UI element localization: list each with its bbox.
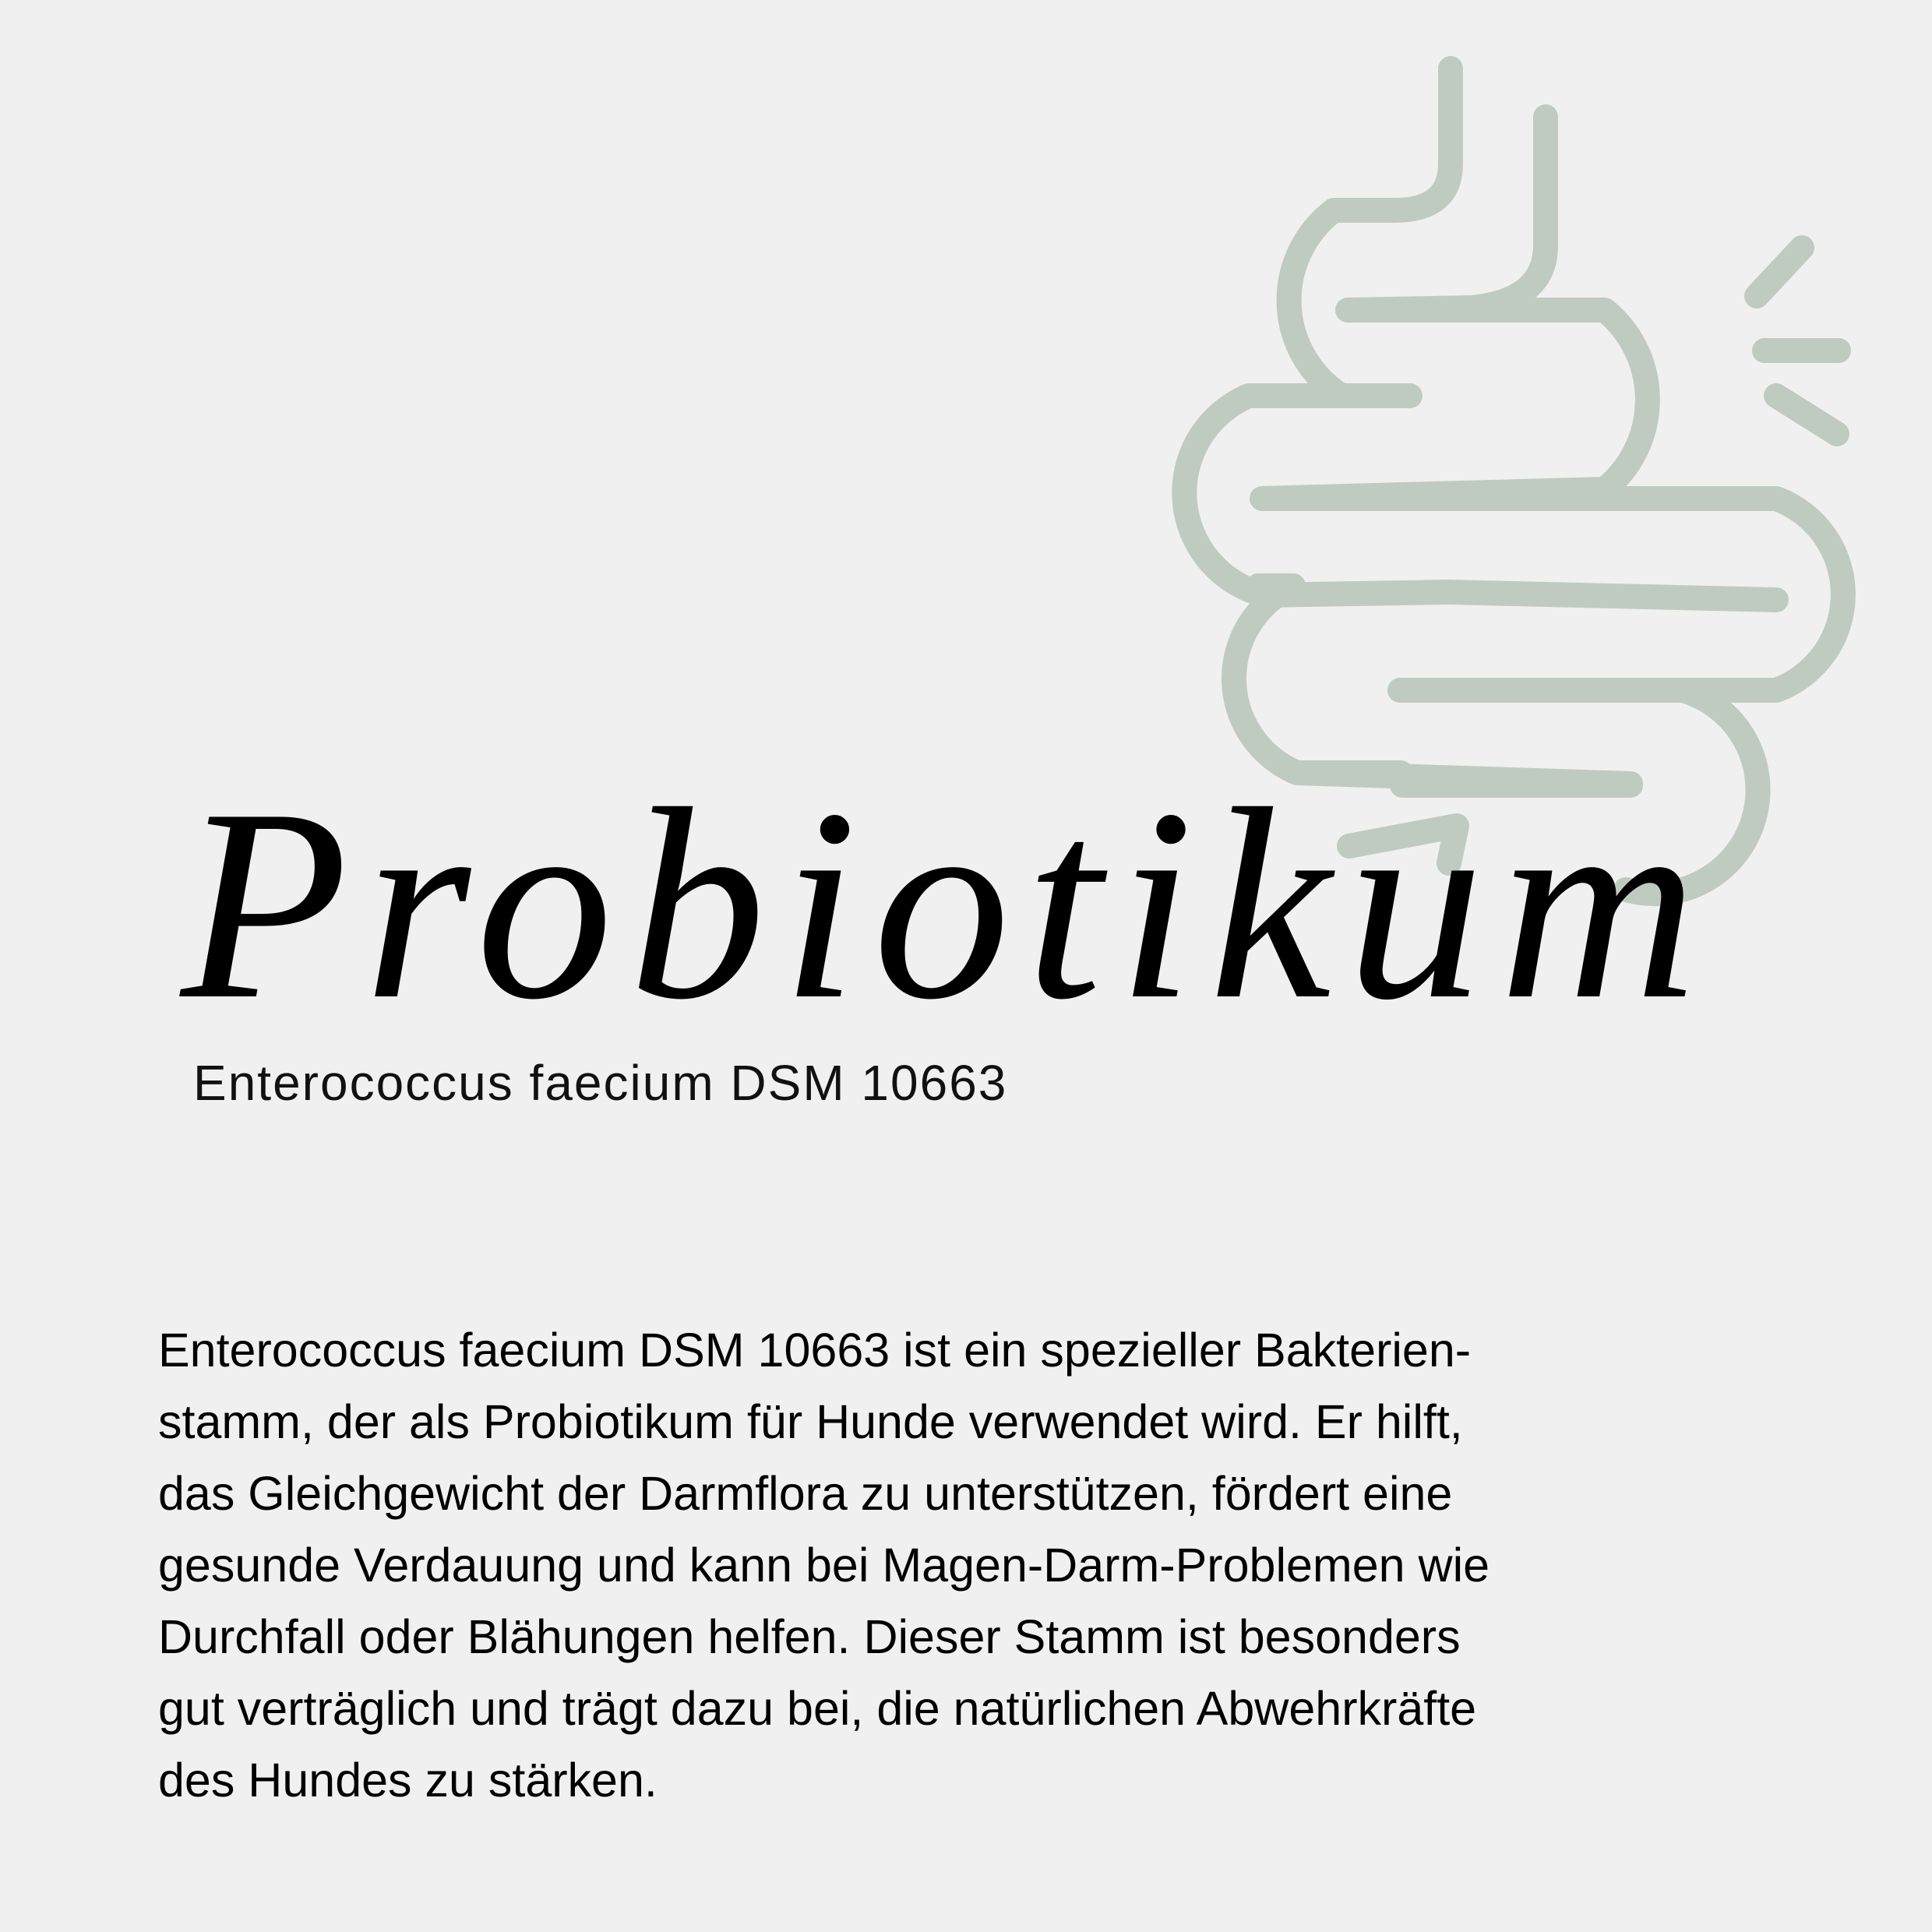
description-line: Enterococcus faecium DSM 10663 ist ein spezieller Bakterien- [158,1324,1472,1377]
description-paragraph [158,1314,1794,1816]
description-line: gesunde Verdauung und kann bei Magen-Darm-Problemen wie [158,1539,1490,1592]
subtitle-strain-name: Enterococcus faecium DSM 10663 [193,1055,1008,1111]
description-line: des Hundes zu stärken. [158,1754,658,1807]
description-line: das Gleichgewicht der Darmflora zu unterstützen, fördert eine [158,1467,1453,1520]
description-line: gut verträglich und trägt dazu bei, die natürlichen Abwehrkräfte [158,1682,1477,1735]
page-title: Probiotikum [181,753,1713,1056]
description-line: stamm, der als Probiotikum für Hunde verwendet wird. Er hilft, [158,1395,1463,1448]
description-line: Durchfall oder Blähungen helfen. Dieser Stamm ist besonders [158,1610,1461,1663]
